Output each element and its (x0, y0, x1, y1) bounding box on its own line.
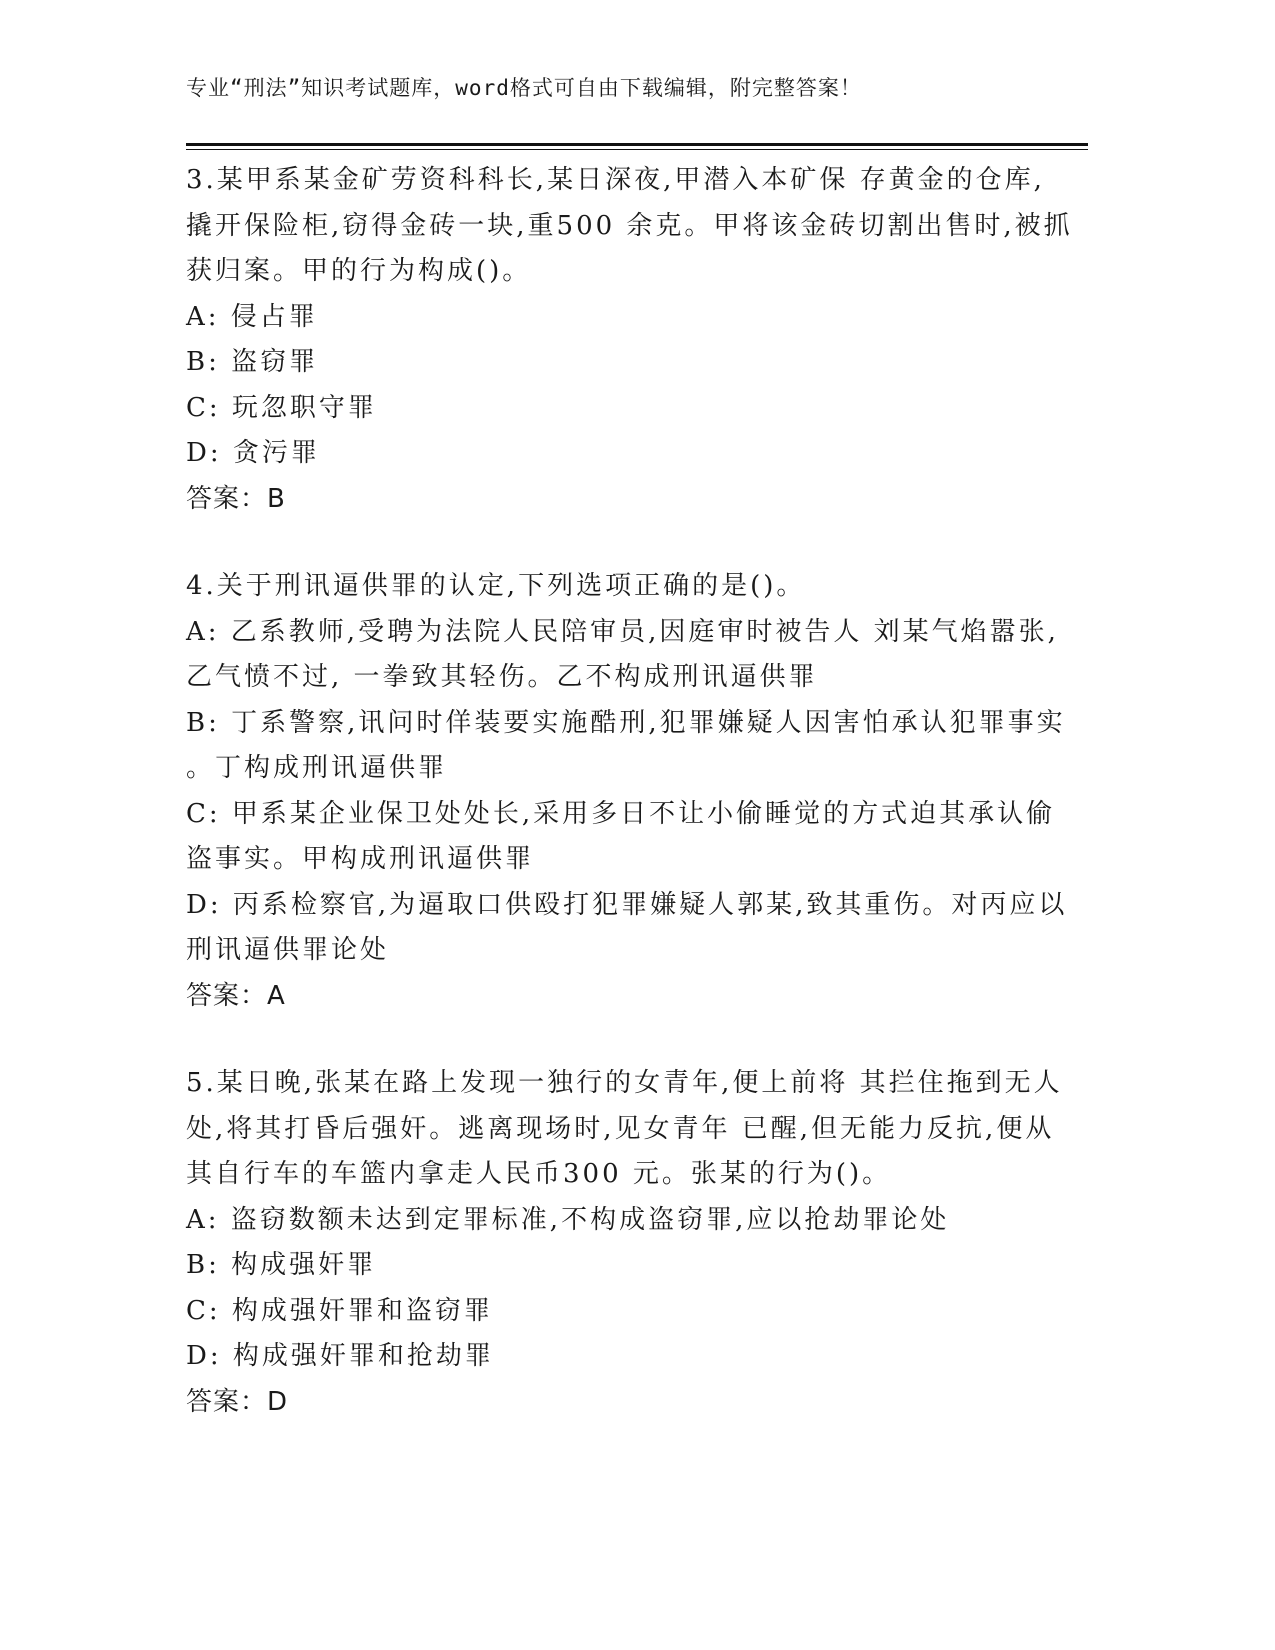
question-stem-line: 其自行车的车篮内拿走人民币300 元。张某的行为()。 (186, 1159, 892, 1189)
question-3 (186, 158, 1076, 522)
option-d: D: 贪污罪 (186, 438, 320, 468)
question-stem-line: 4.关于刑讯逼供罪的认定,下列选项正确的是()。 (186, 571, 806, 601)
answer-label: 答案：B (186, 483, 286, 514)
option-a-continued: 乙气愤不过, 一拳致其轻伤。乙不构成刑讯逼供罪 (186, 662, 818, 692)
question-stem-line: 5.某日晚,张某在路上发现一独行的女青年,便上前将 其拦住拖到无人 (186, 1068, 1063, 1098)
question-stem-line: 3.某甲系某金矿劳资科科长,某日深夜,甲潜入本矿保 存黄金的仓库, (186, 165, 1045, 195)
answer-label: 答案：D (186, 1386, 289, 1417)
option-c: C: 构成强奸罪和盗窃罪 (186, 1295, 493, 1326)
question-stem-line: 撬开保险柜,窃得金砖一块,重500 余克。甲将该金砖切割出售时,被抓 (186, 210, 1073, 241)
option-c: C: 玩忽职守罪 (186, 392, 377, 423)
question-4 (186, 564, 1076, 1019)
option-c-continued: 盗事实。甲构成刑讯逼供罪 (186, 844, 535, 874)
header-rule-thin (186, 149, 1088, 150)
answer-label: 答案：A (186, 980, 286, 1011)
page-header: 专业“刑法”知识考试题库，word格式可自由下载编辑，附完整答案！ (186, 76, 862, 100)
option-b: B: 构成强奸罪 (186, 1250, 377, 1280)
option-b: B: 盗窃罪 (186, 347, 319, 377)
option-a: A: 侵占罪 (186, 301, 318, 332)
option-d: D: 丙系检察官,为逼取口供殴打犯罪嫌疑人郭某,致其重伤。对丙应以 (186, 889, 1068, 920)
question-list (186, 158, 1076, 1467)
option-a: A: 乙系教师,受聘为法院人民陪审员,因庭审时被告人 刘某气焰嚣张, (186, 616, 1059, 647)
question-stem-line: 处,将其打昏后强奸。逃离现场时,见女青年 已醒,但无能力反抗,便从 (186, 1113, 1055, 1144)
question-5 (186, 1061, 1076, 1425)
option-c: C: 甲系某企业保卫处处长,采用多日不让小偷睡觉的方式迫其承认偷 (186, 798, 1056, 829)
option-a: A: 盗窃数额未达到定罪标准,不构成盗窃罪,应以抢劫罪论处 (186, 1204, 950, 1235)
option-d: D: 构成强奸罪和抢劫罪 (186, 1341, 494, 1371)
option-b: B: 丁系警察,讯问时佯装要实施酷刑,犯罪嫌疑人因害怕承认犯罪事实 (186, 707, 1066, 738)
question-stem-line: 获归案。甲的行为构成()。 (186, 256, 532, 286)
option-b-continued: 。丁构成刑讯逼供罪 (186, 753, 448, 783)
option-d-continued: 刑讯逼供罪论处 (186, 935, 390, 965)
header-rule-thick (186, 143, 1088, 146)
